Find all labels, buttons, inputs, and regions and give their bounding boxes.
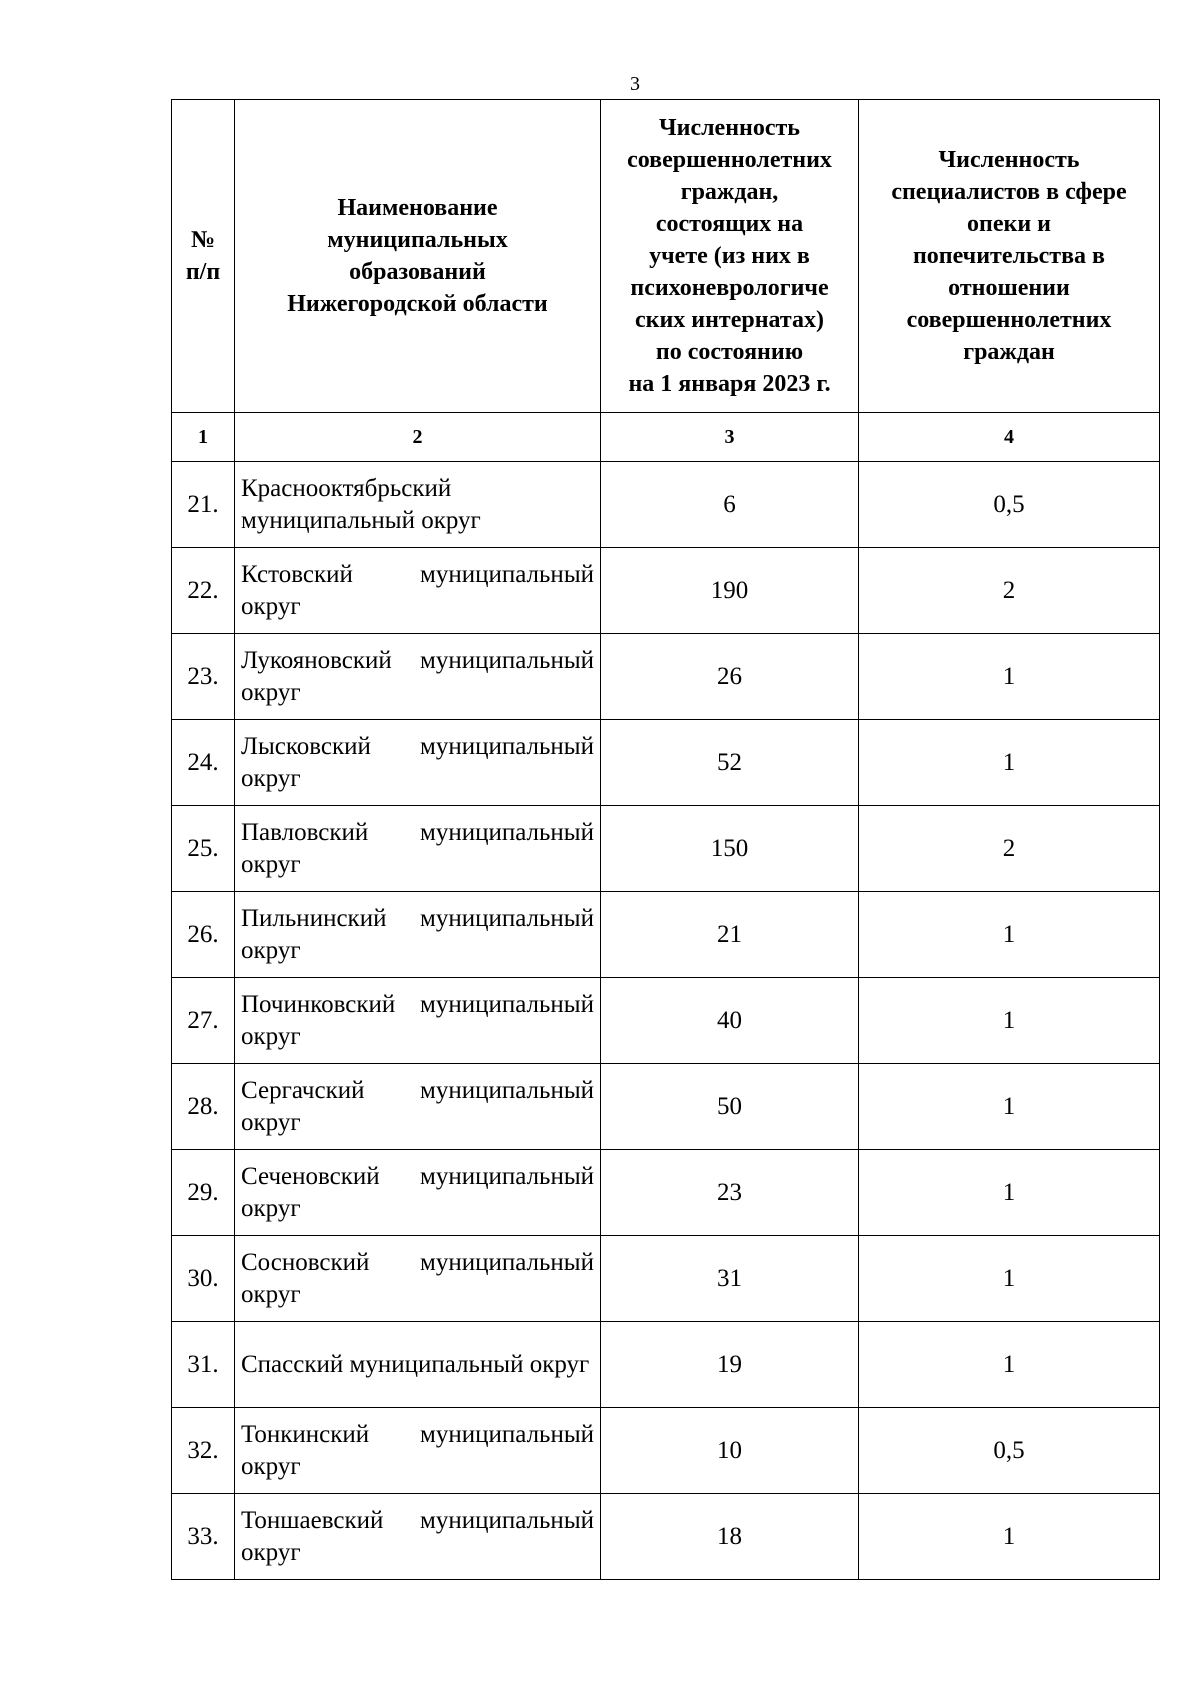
table-row xyxy=(172,806,1160,892)
registered-count-cell: 21 xyxy=(601,892,859,978)
table-row xyxy=(172,892,1160,978)
header-line: Численность xyxy=(659,115,800,141)
header-row xyxy=(172,100,1160,413)
registered-count-cell: 10 xyxy=(601,1408,859,1494)
table-row xyxy=(172,978,1160,1064)
registered-count-cell: 40 xyxy=(601,978,859,1064)
header-line: отношении xyxy=(948,275,1070,301)
specialists-count-cell: 2 xyxy=(859,806,1160,892)
registered-count-cell: 6 xyxy=(601,462,859,548)
header-line: граждан, xyxy=(680,179,779,205)
header-line: Численность xyxy=(938,147,1080,173)
municipality-name-cell: Кстовский муниципальный округ xyxy=(235,548,601,634)
column-number: 3 xyxy=(601,413,859,462)
municipality-name-cell: Пильнинский муниципальный округ xyxy=(235,892,601,978)
table-body xyxy=(172,462,1160,1580)
registered-count-cell: 18 xyxy=(601,1494,859,1580)
header-specialists-count xyxy=(859,100,1160,413)
header-lines xyxy=(601,112,858,400)
column-number: 1 xyxy=(172,413,235,462)
header-line: на 1 января 2023 г. xyxy=(628,371,831,397)
specialists-count-cell: 1 xyxy=(859,1494,1160,1580)
table-row xyxy=(172,1236,1160,1322)
table-row xyxy=(172,1150,1160,1236)
specialists-count-cell: 1 xyxy=(859,978,1160,1064)
header-line: по состоянию xyxy=(655,339,804,365)
header-line: совершеннолетних xyxy=(627,147,832,173)
registered-count-cell: 190 xyxy=(601,548,859,634)
municipality-name-cell: Спасский муниципальный округ xyxy=(235,1322,601,1408)
row-number-cell: 33. xyxy=(172,1494,235,1580)
data-table xyxy=(171,99,1160,1580)
specialists-count-cell: 0,5 xyxy=(859,1408,1160,1494)
specialists-count-cell: 1 xyxy=(859,892,1160,978)
header-line: специалистов в сфере xyxy=(891,179,1127,205)
header-line: совершеннолетних xyxy=(906,307,1112,333)
table-row xyxy=(172,548,1160,634)
registered-count-cell: 26 xyxy=(601,634,859,720)
row-number-cell: 21. xyxy=(172,462,235,548)
specialists-count-cell: 2 xyxy=(859,548,1160,634)
table-row xyxy=(172,1408,1160,1494)
specialists-count-cell: 1 xyxy=(859,1322,1160,1408)
table-row xyxy=(172,1064,1160,1150)
header-line: образований xyxy=(349,259,486,285)
column-number: 2 xyxy=(235,413,601,462)
municipality-name-cell: Павловский муниципальный округ xyxy=(235,806,601,892)
municipality-name-cell: Тонкинский муниципальный округ xyxy=(235,1408,601,1494)
header-line: учете (из них в xyxy=(649,243,810,269)
header-line: опеки и xyxy=(967,211,1051,237)
header-line: психоневрологиче xyxy=(630,275,829,301)
row-number-cell: 29. xyxy=(172,1150,235,1236)
municipality-name-cell: Лукояновский муниципальный округ xyxy=(235,634,601,720)
row-number-cell: 30. xyxy=(172,1236,235,1322)
municipality-name-cell: Починковский муниципальный округ xyxy=(235,978,601,1064)
municipality-name-cell: Сергачский муниципальный округ xyxy=(235,1064,601,1150)
table-row xyxy=(172,1494,1160,1580)
header-line: состоящих на xyxy=(655,211,804,237)
row-number-cell: 32. xyxy=(172,1408,235,1494)
municipality-name-cell: Тоншаевский муниципальный округ xyxy=(235,1494,601,1580)
row-number-cell: 25. xyxy=(172,806,235,892)
header-lines xyxy=(859,144,1159,368)
header-line: Наименование xyxy=(337,195,498,221)
column-number: 4 xyxy=(859,413,1160,462)
header-line: ских интернатах) xyxy=(634,307,825,333)
header-line: муниципальных xyxy=(327,227,508,253)
registered-count-cell: 23 xyxy=(601,1150,859,1236)
specialists-count-cell: 1 xyxy=(859,1064,1160,1150)
header-number xyxy=(172,100,235,413)
header-line: № xyxy=(190,227,216,253)
row-number-cell: 27. xyxy=(172,978,235,1064)
header-line: Нижегородской области xyxy=(287,291,548,317)
registered-count-cell: 150 xyxy=(601,806,859,892)
row-number-cell: 23. xyxy=(172,634,235,720)
registered-count-cell: 52 xyxy=(601,720,859,806)
table-row xyxy=(172,1322,1160,1408)
specialists-count-cell: 1 xyxy=(859,1236,1160,1322)
row-number-cell: 26. xyxy=(172,892,235,978)
row-number-cell: 28. xyxy=(172,1064,235,1150)
specialists-count-cell: 1 xyxy=(859,634,1160,720)
registered-count-cell: 31 xyxy=(601,1236,859,1322)
municipality-name-cell: Краснооктябрьский муниципальный округ xyxy=(235,462,601,548)
header-line: граждан xyxy=(963,339,1055,365)
municipality-name-cell: Сеченовский муниципальный округ xyxy=(235,1150,601,1236)
table-row xyxy=(172,720,1160,806)
municipality-name-cell: Лысковский муниципальный округ xyxy=(235,720,601,806)
registered-count-cell: 50 xyxy=(601,1064,859,1150)
header-line: попечительства в xyxy=(912,243,1106,269)
header-lines xyxy=(172,224,234,288)
row-number-cell: 22. xyxy=(172,548,235,634)
table-row xyxy=(172,462,1160,548)
column-number-row xyxy=(172,413,1160,462)
municipality-name-cell: Сосновский муниципальный округ xyxy=(235,1236,601,1322)
row-number-cell: 31. xyxy=(172,1322,235,1408)
table-row xyxy=(172,634,1160,720)
page-number: 3 xyxy=(630,73,640,95)
header-registered-count xyxy=(601,100,859,413)
row-number-cell: 24. xyxy=(172,720,235,806)
registered-count-cell: 19 xyxy=(601,1322,859,1408)
specialists-count-cell: 0,5 xyxy=(859,462,1160,548)
header-line: п/п xyxy=(185,259,221,285)
header-municipality-name xyxy=(235,100,601,413)
specialists-count-cell: 1 xyxy=(859,720,1160,806)
specialists-count-cell: 1 xyxy=(859,1150,1160,1236)
header-lines xyxy=(235,192,600,320)
